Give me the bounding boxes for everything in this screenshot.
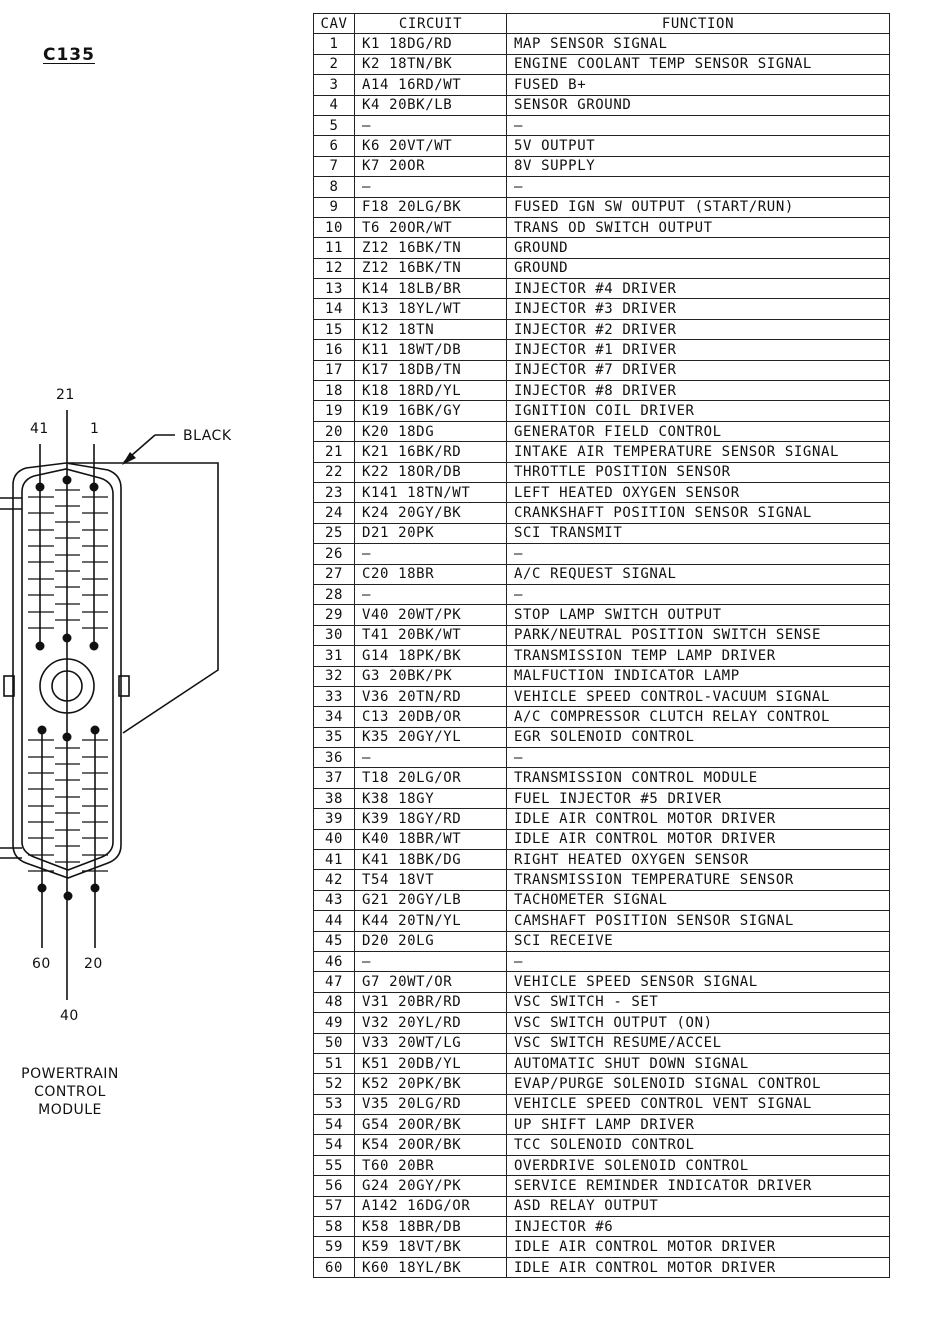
cell-function: — [507, 748, 890, 768]
cell-circuit: K20 18DG [355, 421, 507, 441]
cell-circuit: G14 18PK/BK [355, 646, 507, 666]
cell-function: FUSED B+ [507, 75, 890, 95]
cell-cav: 12 [314, 258, 355, 278]
table-row [314, 115, 890, 135]
table-row [314, 564, 890, 584]
cell-cav: 18 [314, 381, 355, 401]
table-row [314, 156, 890, 176]
cell-cav: 10 [314, 217, 355, 237]
pin-label-41: 41 [30, 421, 49, 437]
connector-diagram [0, 380, 260, 1140]
cell-circuit: V35 20LG/RD [355, 1094, 507, 1114]
cell-circuit: K58 18BR/DB [355, 1217, 507, 1237]
header-cav: CAV [314, 14, 355, 34]
cell-function: IGNITION COIL DRIVER [507, 401, 890, 421]
cell-function: TRANS OD SWITCH OUTPUT [507, 217, 890, 237]
cell-function: 8V SUPPLY [507, 156, 890, 176]
table-row [314, 523, 890, 543]
table-row [314, 401, 890, 421]
cell-function: VEHICLE SPEED CONTROL VENT SIGNAL [507, 1094, 890, 1114]
table-row [314, 727, 890, 747]
cell-function: PARK/NEUTRAL POSITION SWITCH SENSE [507, 625, 890, 645]
cell-function: SENSOR GROUND [507, 95, 890, 115]
cell-cav: 43 [314, 890, 355, 910]
module-caption-line: CONTROL [34, 1084, 106, 1100]
cell-cav: 3 [314, 75, 355, 95]
cell-circuit: K60 18YL/BK [355, 1257, 507, 1277]
cell-function: VSC SWITCH RESUME/ACCEL [507, 1033, 890, 1053]
cell-cav: 6 [314, 136, 355, 156]
module-caption-line: POWERTRAIN [21, 1066, 119, 1082]
cell-circuit: — [355, 951, 507, 971]
table-row [314, 1135, 890, 1155]
table-row [314, 666, 890, 686]
cell-cav: 30 [314, 625, 355, 645]
cell-function: SERVICE REMINDER INDICATOR DRIVER [507, 1176, 890, 1196]
cell-function: CAMSHAFT POSITION SENSOR SIGNAL [507, 911, 890, 931]
table-header-row [314, 14, 890, 34]
cell-cav: 56 [314, 1176, 355, 1196]
table-row [314, 34, 890, 54]
table-row [314, 1217, 890, 1237]
cell-function: IDLE AIR CONTROL MOTOR DRIVER [507, 1237, 890, 1257]
table-row [314, 544, 890, 564]
cell-circuit: V31 20BR/RD [355, 992, 507, 1012]
cell-function: SCI TRANSMIT [507, 523, 890, 543]
cell-function: — [507, 115, 890, 135]
cell-cav: 49 [314, 1013, 355, 1033]
cell-function: SCI RECEIVE [507, 931, 890, 951]
table-row [314, 1196, 890, 1216]
cell-circuit: — [355, 115, 507, 135]
cell-cav: 13 [314, 279, 355, 299]
cell-function: INJECTOR #2 DRIVER [507, 319, 890, 339]
cell-circuit: K6 20VT/WT [355, 136, 507, 156]
table-row [314, 136, 890, 156]
cell-circuit: K21 16BK/RD [355, 442, 507, 462]
cell-cav: 32 [314, 666, 355, 686]
table-row [314, 1237, 890, 1257]
table-row [314, 870, 890, 890]
cell-circuit: K1 18DG/RD [355, 34, 507, 54]
cell-function: GROUND [507, 258, 890, 278]
cell-cav: 24 [314, 503, 355, 523]
module-caption [10, 1065, 130, 1119]
cell-cav: 41 [314, 850, 355, 870]
cell-circuit: T54 18VT [355, 870, 507, 890]
table-row [314, 319, 890, 339]
cell-circuit: K44 20TN/YL [355, 911, 507, 931]
cell-circuit: K38 18GY [355, 788, 507, 808]
cell-circuit: K18 18RD/YL [355, 381, 507, 401]
cell-function: INTAKE AIR TEMPERATURE SENSOR SIGNAL [507, 442, 890, 462]
table-row [314, 1053, 890, 1073]
cell-cav: 55 [314, 1155, 355, 1175]
cell-cav: 45 [314, 931, 355, 951]
cell-function: — [507, 177, 890, 197]
cell-cav: 50 [314, 1033, 355, 1053]
cell-function: THROTTLE POSITION SENSOR [507, 462, 890, 482]
cell-cav: 11 [314, 238, 355, 258]
cell-circuit: V33 20WT/LG [355, 1033, 507, 1053]
cell-cav: 39 [314, 809, 355, 829]
cell-cav: 2 [314, 54, 355, 74]
cell-function: ASD RELAY OUTPUT [507, 1196, 890, 1216]
cell-circuit: K41 18BK/DG [355, 850, 507, 870]
cell-function: VEHICLE SPEED CONTROL-VACUUM SIGNAL [507, 686, 890, 706]
cell-function: INJECTOR #3 DRIVER [507, 299, 890, 319]
cell-circuit: K52 20PK/BK [355, 1074, 507, 1094]
cell-function: TCC SOLENOID CONTROL [507, 1135, 890, 1155]
table-row [314, 442, 890, 462]
cell-function: INJECTOR #8 DRIVER [507, 381, 890, 401]
cell-function: INJECTOR #6 [507, 1217, 890, 1237]
cell-circuit: A14 16RD/WT [355, 75, 507, 95]
cell-circuit: V32 20YL/RD [355, 1013, 507, 1033]
cell-circuit: D21 20PK [355, 523, 507, 543]
module-caption-line: MODULE [38, 1102, 102, 1118]
cell-function: TACHOMETER SIGNAL [507, 890, 890, 910]
table-row [314, 75, 890, 95]
cell-function: GENERATOR FIELD CONTROL [507, 421, 890, 441]
cell-cav: 46 [314, 951, 355, 971]
cell-circuit: T18 20LG/OR [355, 768, 507, 788]
cell-function: ENGINE COOLANT TEMP SENSOR SIGNAL [507, 54, 890, 74]
cell-circuit: G54 20OR/BK [355, 1115, 507, 1135]
cell-cav: 38 [314, 788, 355, 808]
table-row [314, 197, 890, 217]
cell-function: TRANSMISSION CONTROL MODULE [507, 768, 890, 788]
cell-cav: 42 [314, 870, 355, 890]
cell-circuit: — [355, 177, 507, 197]
cell-function: CRANKSHAFT POSITION SENSOR SIGNAL [507, 503, 890, 523]
cell-function: FUEL INJECTOR #5 DRIVER [507, 788, 890, 808]
cell-circuit: — [355, 748, 507, 768]
cell-cav: 51 [314, 1053, 355, 1073]
table-row [314, 686, 890, 706]
cell-cav: 44 [314, 911, 355, 931]
cell-circuit: C13 20DB/OR [355, 707, 507, 727]
table-row [314, 748, 890, 768]
cell-circuit: K40 18BR/WT [355, 829, 507, 849]
cell-cav: 53 [314, 1094, 355, 1114]
cell-cav: 40 [314, 829, 355, 849]
table-row [314, 951, 890, 971]
cell-cav: 59 [314, 1237, 355, 1257]
table-row [314, 768, 890, 788]
cell-cav: 34 [314, 707, 355, 727]
table-row [314, 890, 890, 910]
cell-circuit: K12 18TN [355, 319, 507, 339]
cell-circuit: K51 20DB/YL [355, 1053, 507, 1073]
cell-cav: 54 [314, 1115, 355, 1135]
cell-function: VEHICLE SPEED SENSOR SIGNAL [507, 972, 890, 992]
cell-circuit: D20 20LG [355, 931, 507, 951]
cell-circuit: K11 18WT/DB [355, 340, 507, 360]
cell-circuit: G24 20GY/PK [355, 1176, 507, 1196]
header-circuit: CIRCUIT [355, 14, 507, 34]
table-row [314, 217, 890, 237]
table-row [314, 1176, 890, 1196]
cell-circuit: Z12 16BK/TN [355, 238, 507, 258]
cell-circuit: — [355, 544, 507, 564]
cell-cav: 5 [314, 115, 355, 135]
table-row [314, 972, 890, 992]
cell-circuit: K35 20GY/YL [355, 727, 507, 747]
table-row [314, 482, 890, 502]
table-row [314, 360, 890, 380]
cell-cav: 31 [314, 646, 355, 666]
cell-cav: 7 [314, 156, 355, 176]
cell-cav: 54 [314, 1135, 355, 1155]
cell-cav: 36 [314, 748, 355, 768]
table-row [314, 279, 890, 299]
cell-circuit: K13 18YL/WT [355, 299, 507, 319]
cell-function: — [507, 951, 890, 971]
cell-cav: 47 [314, 972, 355, 992]
cell-function: EVAP/PURGE SOLENOID SIGNAL CONTROL [507, 1074, 890, 1094]
cell-circuit: K2 18TN/BK [355, 54, 507, 74]
table-row [314, 340, 890, 360]
cell-circuit: K39 18GY/RD [355, 809, 507, 829]
cell-cav: 58 [314, 1217, 355, 1237]
cell-function: INJECTOR #4 DRIVER [507, 279, 890, 299]
table-row [314, 1257, 890, 1277]
cell-cav: 1 [314, 34, 355, 54]
table-row [314, 931, 890, 951]
table-row [314, 1013, 890, 1033]
cell-cav: 17 [314, 360, 355, 380]
cell-cav: 35 [314, 727, 355, 747]
connector-color-label: BLACK [183, 428, 232, 444]
cell-cav: 57 [314, 1196, 355, 1216]
cell-circuit: F18 20LG/BK [355, 197, 507, 217]
table-row [314, 992, 890, 1012]
cell-circuit: V40 20WT/PK [355, 605, 507, 625]
cell-cav: 16 [314, 340, 355, 360]
cell-circuit: G3 20BK/PK [355, 666, 507, 686]
table-row [314, 1115, 890, 1135]
cell-function: STOP LAMP SWITCH OUTPUT [507, 605, 890, 625]
cell-function: A/C REQUEST SIGNAL [507, 564, 890, 584]
cell-cav: 25 [314, 523, 355, 543]
cell-circuit: V36 20TN/RD [355, 686, 507, 706]
table-row [314, 95, 890, 115]
cell-function: GROUND [507, 238, 890, 258]
cell-cav: 8 [314, 177, 355, 197]
cell-cav: 29 [314, 605, 355, 625]
table-row [314, 503, 890, 523]
cell-circuit: K4 20BK/LB [355, 95, 507, 115]
pin-label-21: 21 [56, 387, 75, 403]
table-row [314, 584, 890, 604]
cell-cav: 48 [314, 992, 355, 1012]
table-row [314, 1094, 890, 1114]
connector-id-title: C135 [43, 45, 95, 65]
cell-cav: 28 [314, 584, 355, 604]
cell-function: VSC SWITCH - SET [507, 992, 890, 1012]
cell-function: INJECTOR #1 DRIVER [507, 340, 890, 360]
cell-cav: 22 [314, 462, 355, 482]
cell-circuit: K17 18DB/TN [355, 360, 507, 380]
table-row [314, 177, 890, 197]
cell-circuit: K7 20OR [355, 156, 507, 176]
table-row [314, 605, 890, 625]
cell-cav: 37 [314, 768, 355, 788]
cell-cav: 4 [314, 95, 355, 115]
table-row [314, 258, 890, 278]
cell-circuit: — [355, 584, 507, 604]
pin-label-20: 20 [84, 956, 103, 972]
cell-function: RIGHT HEATED OXYGEN SENSOR [507, 850, 890, 870]
table-row [314, 829, 890, 849]
cell-cav: 23 [314, 482, 355, 502]
cell-function: 5V OUTPUT [507, 136, 890, 156]
cell-cav: 19 [314, 401, 355, 421]
cell-cav: 52 [314, 1074, 355, 1094]
cell-function: EGR SOLENOID CONTROL [507, 727, 890, 747]
cell-cav: 60 [314, 1257, 355, 1277]
cell-circuit: A142 16DG/OR [355, 1196, 507, 1216]
cell-circuit: K14 18LB/BR [355, 279, 507, 299]
table-row [314, 421, 890, 441]
table-row [314, 911, 890, 931]
cell-function: IDLE AIR CONTROL MOTOR DRIVER [507, 829, 890, 849]
cell-circuit: Z12 16BK/TN [355, 258, 507, 278]
pin-label-1: 1 [90, 421, 100, 437]
cell-circuit: K19 16BK/GY [355, 401, 507, 421]
cell-function: IDLE AIR CONTROL MOTOR DRIVER [507, 809, 890, 829]
table-row [314, 54, 890, 74]
cell-function: AUTOMATIC SHUT DOWN SIGNAL [507, 1053, 890, 1073]
cell-function: INJECTOR #7 DRIVER [507, 360, 890, 380]
cell-circuit: K141 18TN/WT [355, 482, 507, 502]
cell-cav: 27 [314, 564, 355, 584]
pinout-table [313, 13, 890, 1278]
cell-circuit: G7 20WT/OR [355, 972, 507, 992]
cell-function: MALFUCTION INDICATOR LAMP [507, 666, 890, 686]
cell-function: OVERDRIVE SOLENOID CONTROL [507, 1155, 890, 1175]
cell-cav: 20 [314, 421, 355, 441]
cell-circuit: T41 20BK/WT [355, 625, 507, 645]
cell-circuit: K54 20OR/BK [355, 1135, 507, 1155]
table-row [314, 1033, 890, 1053]
table-row [314, 625, 890, 645]
cell-function: — [507, 584, 890, 604]
table-row [314, 850, 890, 870]
table-row [314, 462, 890, 482]
table-row [314, 788, 890, 808]
cell-cav: 33 [314, 686, 355, 706]
cell-function: IDLE AIR CONTROL MOTOR DRIVER [507, 1257, 890, 1277]
cell-cav: 15 [314, 319, 355, 339]
cell-cav: 26 [314, 544, 355, 564]
cell-circuit: T60 20BR [355, 1155, 507, 1175]
cell-function: A/C COMPRESSOR CLUTCH RELAY CONTROL [507, 707, 890, 727]
cell-function: FUSED IGN SW OUTPUT (START/RUN) [507, 197, 890, 217]
table-row [314, 1074, 890, 1094]
table-row [314, 381, 890, 401]
cell-circuit: C20 18BR [355, 564, 507, 584]
cell-cav: 9 [314, 197, 355, 217]
cell-function: UP SHIFT LAMP DRIVER [507, 1115, 890, 1135]
cell-function: LEFT HEATED OXYGEN SENSOR [507, 482, 890, 502]
table-row [314, 238, 890, 258]
cell-circuit: T6 20OR/WT [355, 217, 507, 237]
table-row [314, 646, 890, 666]
cell-cav: 21 [314, 442, 355, 462]
table-row [314, 707, 890, 727]
cell-cav: 14 [314, 299, 355, 319]
cell-function: TRANSMISSION TEMPERATURE SENSOR [507, 870, 890, 890]
table-body [314, 34, 890, 1278]
pin-label-60: 60 [32, 956, 51, 972]
cell-circuit: G21 20GY/LB [355, 890, 507, 910]
pin-label-40: 40 [60, 1008, 79, 1024]
table-row [314, 809, 890, 829]
cell-circuit: K22 18OR/DB [355, 462, 507, 482]
cell-function: — [507, 544, 890, 564]
cell-circuit: K24 20GY/BK [355, 503, 507, 523]
cell-circuit: K59 18VT/BK [355, 1237, 507, 1257]
cell-function: MAP SENSOR SIGNAL [507, 34, 890, 54]
table-row [314, 1155, 890, 1175]
cell-function: TRANSMISSION TEMP LAMP DRIVER [507, 646, 890, 666]
table-row [314, 299, 890, 319]
cell-function: VSC SWITCH OUTPUT (ON) [507, 1013, 890, 1033]
header-function: FUNCTION [507, 14, 890, 34]
